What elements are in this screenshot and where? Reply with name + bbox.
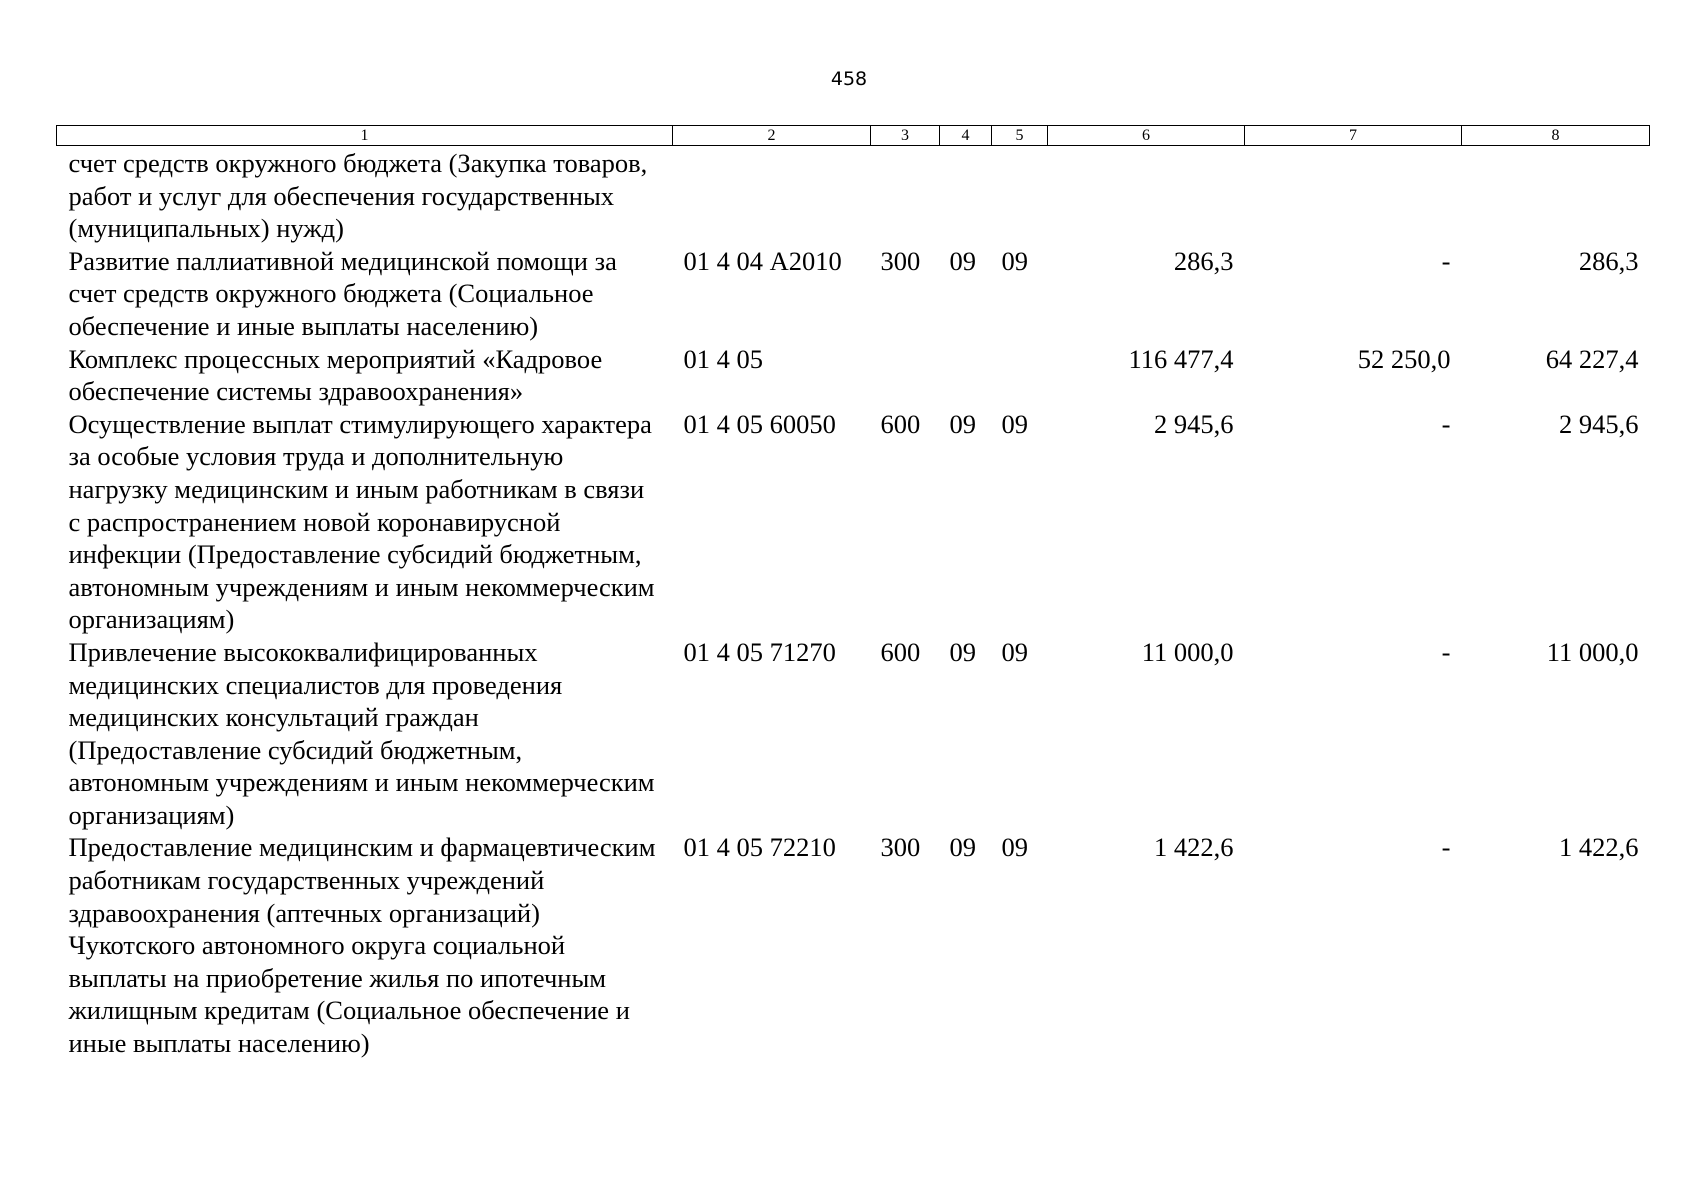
row-section	[940, 343, 992, 408]
table-row	[57, 408, 1650, 636]
row-total: 2 945,6	[1154, 408, 1234, 439]
row-code: 01 4 05 72210	[683, 832, 836, 863]
row-col8	[1462, 146, 1650, 245]
row-subsection: 09	[1001, 832, 1028, 863]
row-description: Осуществление выплат стимулирующего характера за особые условия труда и дополнительную нагрузку медицинским и иным работникам в связи с распространением новой коронавирусной инфекции (Предоставление субсидий бюджетным, автономным учреждениям и иным некоммерческим организациям)	[68, 408, 655, 635]
row-expense-type: 300	[880, 832, 921, 863]
column-header-8: 8	[1462, 126, 1650, 146]
row-col7: -	[1441, 408, 1451, 439]
row-col7: -	[1441, 245, 1451, 276]
column-header-3: 3	[871, 126, 940, 146]
row-total	[1048, 146, 1245, 245]
row-col7	[1245, 146, 1462, 245]
row-subsection	[992, 146, 1048, 245]
row-section	[940, 146, 992, 245]
row-col7: -	[1441, 636, 1451, 667]
row-description: Привлечение высококвалифицированных медицинских специалистов для проведения медицинских консультаций граждан (Предоставление субсидий бюджетным, автономным учреждениям и иным некоммерческим организациям)	[68, 636, 655, 830]
column-header-2: 2	[673, 126, 871, 146]
row-expense-type	[871, 146, 940, 245]
row-code: 01 4 05 71270	[683, 636, 836, 667]
row-subsection: 09	[1001, 408, 1028, 439]
table-row	[57, 343, 1650, 408]
row-col8: 286,3	[1578, 245, 1639, 276]
row-col8: 1 422,6	[1559, 832, 1639, 863]
row-col7: 52 250,0	[1357, 343, 1451, 374]
table-header	[57, 126, 1650, 146]
row-col8: 64 227,4	[1545, 343, 1639, 374]
table-row	[57, 146, 1650, 245]
table-row	[57, 245, 1650, 343]
budget-table	[56, 125, 1650, 1060]
row-description: счет средств окружного бюджета (Закупка товаров, работ и услуг для обеспечения государственных (муниципальных) нужд)	[68, 148, 648, 244]
row-subsection	[992, 343, 1048, 408]
column-header-1: 1	[57, 126, 673, 146]
row-col7: -	[1441, 832, 1451, 863]
row-expense-type: 600	[880, 408, 921, 439]
row-expense-type: 600	[880, 636, 921, 667]
row-total: 116 477,4	[1128, 343, 1234, 374]
row-section: 09	[949, 408, 976, 439]
column-header-6: 6	[1048, 126, 1245, 146]
page-number: 458	[830, 68, 868, 90]
row-col8: 11 000,0	[1546, 636, 1639, 667]
row-section: 09	[949, 636, 976, 667]
row-description: Развитие паллиативной медицинской помощи за счет средств окружного бюджета (Социальное обеспечение и иные выплаты населению)	[68, 245, 617, 341]
row-code	[673, 146, 871, 245]
row-description: Предоставление медицинским и фармацевтическим работникам государственных учреждений здравоохранения (аптечных организаций) Чукотского автономного округа социальной выплаты на приобретение жилья по ипотечным жилищным кредитам (Социальное обеспечение и иные выплаты населению)	[68, 832, 656, 1059]
row-section: 09	[949, 245, 976, 276]
row-description: Комплекс процессных мероприятий «Кадровое обеспечение системы здравоохранения»	[68, 343, 603, 407]
column-header-4: 4	[940, 126, 992, 146]
row-code: 01 4 05 60050	[683, 408, 836, 439]
table-row	[57, 636, 1650, 832]
row-total: 286,3	[1173, 245, 1234, 276]
table-body	[57, 146, 1650, 1060]
row-subsection: 09	[1001, 245, 1028, 276]
row-subsection: 09	[1001, 636, 1028, 667]
row-total: 1 422,6	[1154, 832, 1234, 863]
row-col8: 2 945,6	[1559, 408, 1639, 439]
row-total: 11 000,0	[1141, 636, 1234, 667]
row-code: 01 4 05	[683, 343, 763, 374]
row-expense-type	[871, 343, 940, 408]
row-expense-type: 300	[880, 245, 921, 276]
table-row	[57, 831, 1650, 1059]
row-section: 09	[949, 832, 976, 863]
column-number-row	[57, 126, 1650, 146]
column-header-7: 7	[1245, 126, 1462, 146]
column-header-5: 5	[992, 126, 1048, 146]
row-code: 01 4 04 А2010	[683, 245, 842, 276]
